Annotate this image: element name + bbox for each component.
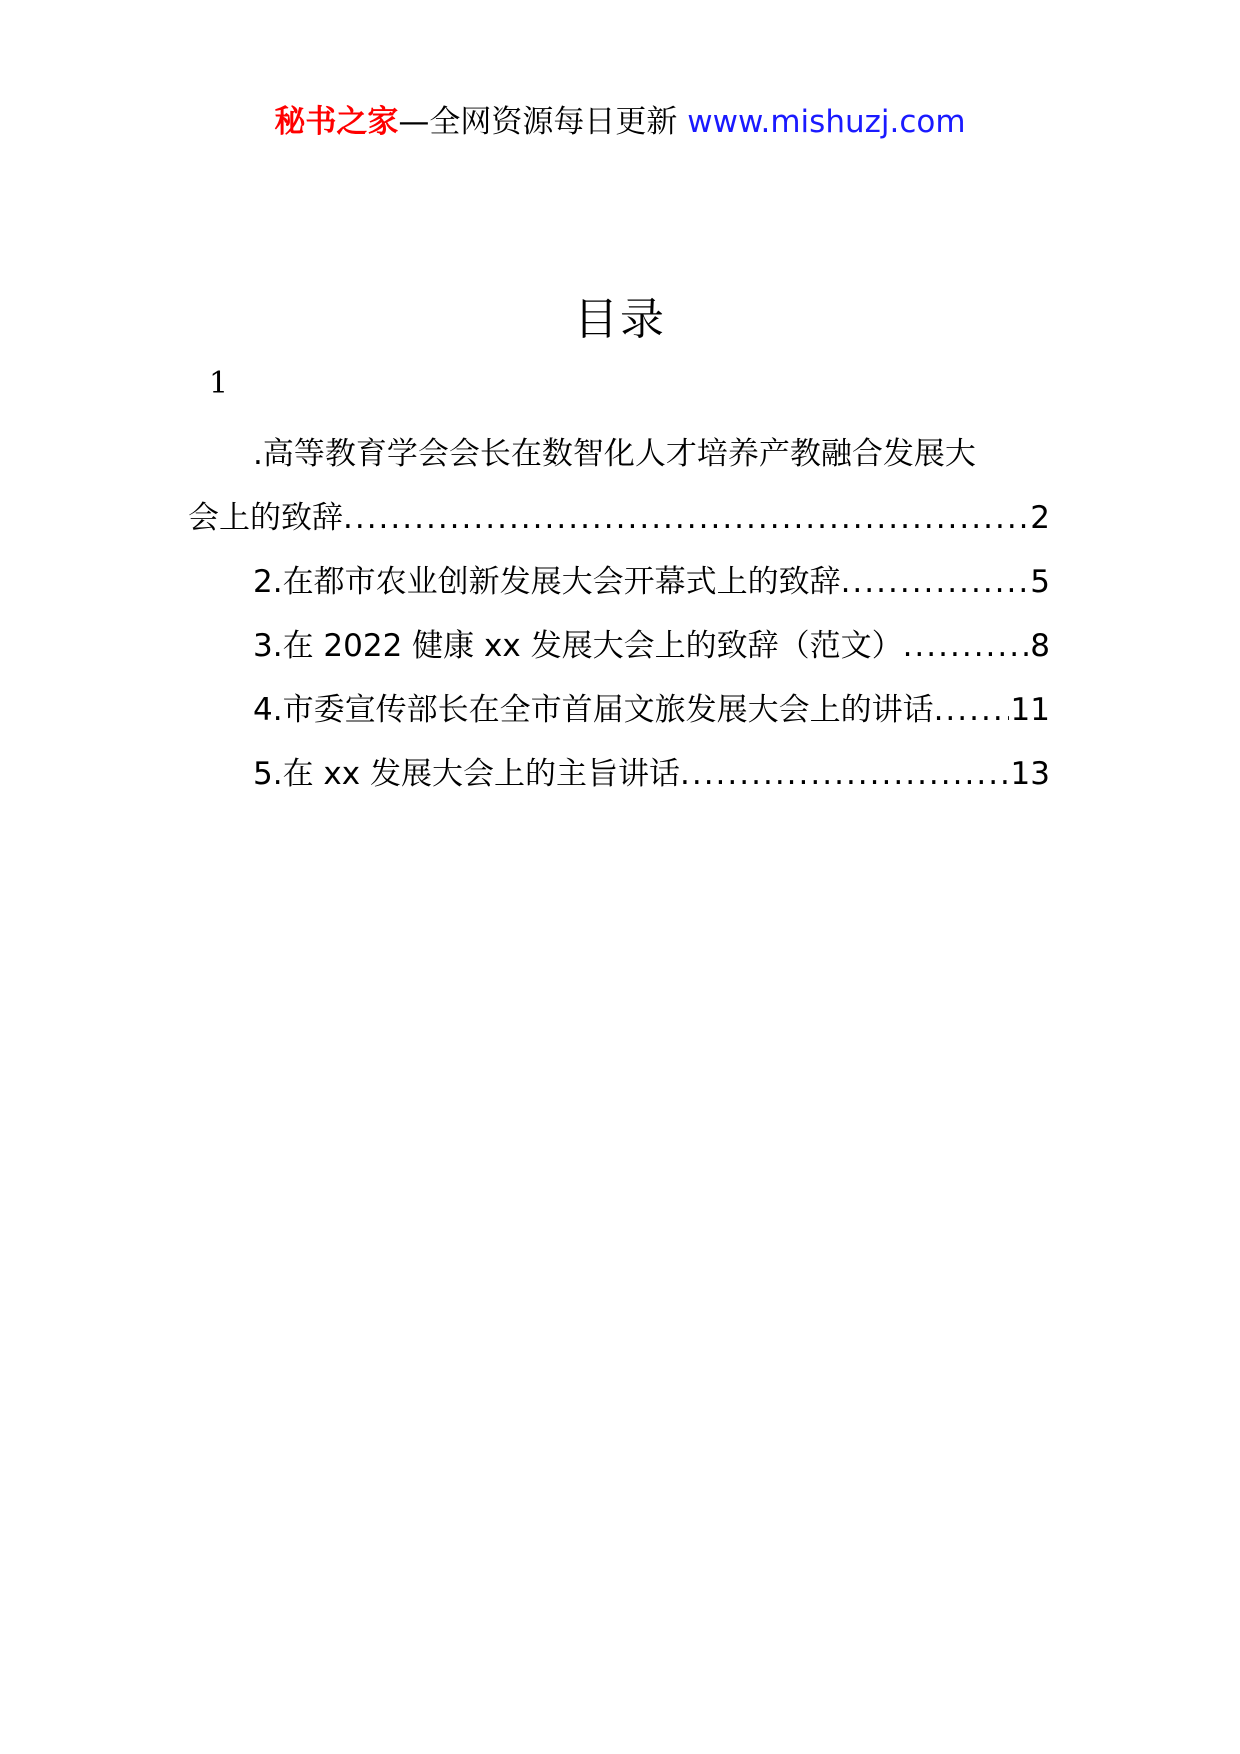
toc-entry-page: 11 <box>1010 692 1050 728</box>
toc-entry-title: 4.市委宣传部长在全市首届文旅发展大会上的讲话 <box>253 692 934 728</box>
table-of-contents <box>188 422 1050 806</box>
leader-dots <box>343 486 1028 550</box>
toc-entry-title: .高等教育学会会长在数智化人才培养产教融合发展大 <box>253 436 976 472</box>
toc-entry-4[interactable] <box>188 678 1050 742</box>
site-header <box>0 100 1240 144</box>
toc-entry-title: 3.在 2022 健康 xx 发展大会上的致辞（范文） <box>253 628 903 664</box>
leader-dots <box>841 550 1029 614</box>
toc-entry-title: 2.在都市农业创新发展大会开幕式上的致辞 <box>253 564 841 600</box>
toc-entry-page: 13 <box>1010 756 1050 792</box>
site-url-link[interactable]: www.mishuzj.com <box>687 104 966 140</box>
toc-entry-title: 5.在 xx 发展大会上的主旨讲话 <box>253 756 680 792</box>
leader-dots <box>903 614 1029 678</box>
toc-entry-2[interactable] <box>188 550 1050 614</box>
toc-entry-title: 会上的致辞 <box>188 500 343 536</box>
header-tagline: —全网资源每日更新 <box>398 104 688 140</box>
toc-entry-3[interactable] <box>188 614 1050 678</box>
toc-entry-5[interactable] <box>188 742 1050 806</box>
toc-entry-page: 8 <box>1030 628 1050 664</box>
toc-entry-1-line-1[interactable] <box>188 422 1050 486</box>
toc-title: 目录 <box>574 294 666 345</box>
brand-name: 秘书之家 <box>274 104 399 140</box>
toc-entry-page: 5 <box>1030 564 1050 600</box>
toc-entry-1-line-2[interactable] <box>188 486 1050 550</box>
leader-dots <box>680 742 1009 806</box>
leader-dots <box>934 678 1009 742</box>
list-number: 1 <box>209 366 229 401</box>
toc-entry-page: 2 <box>1030 500 1050 536</box>
